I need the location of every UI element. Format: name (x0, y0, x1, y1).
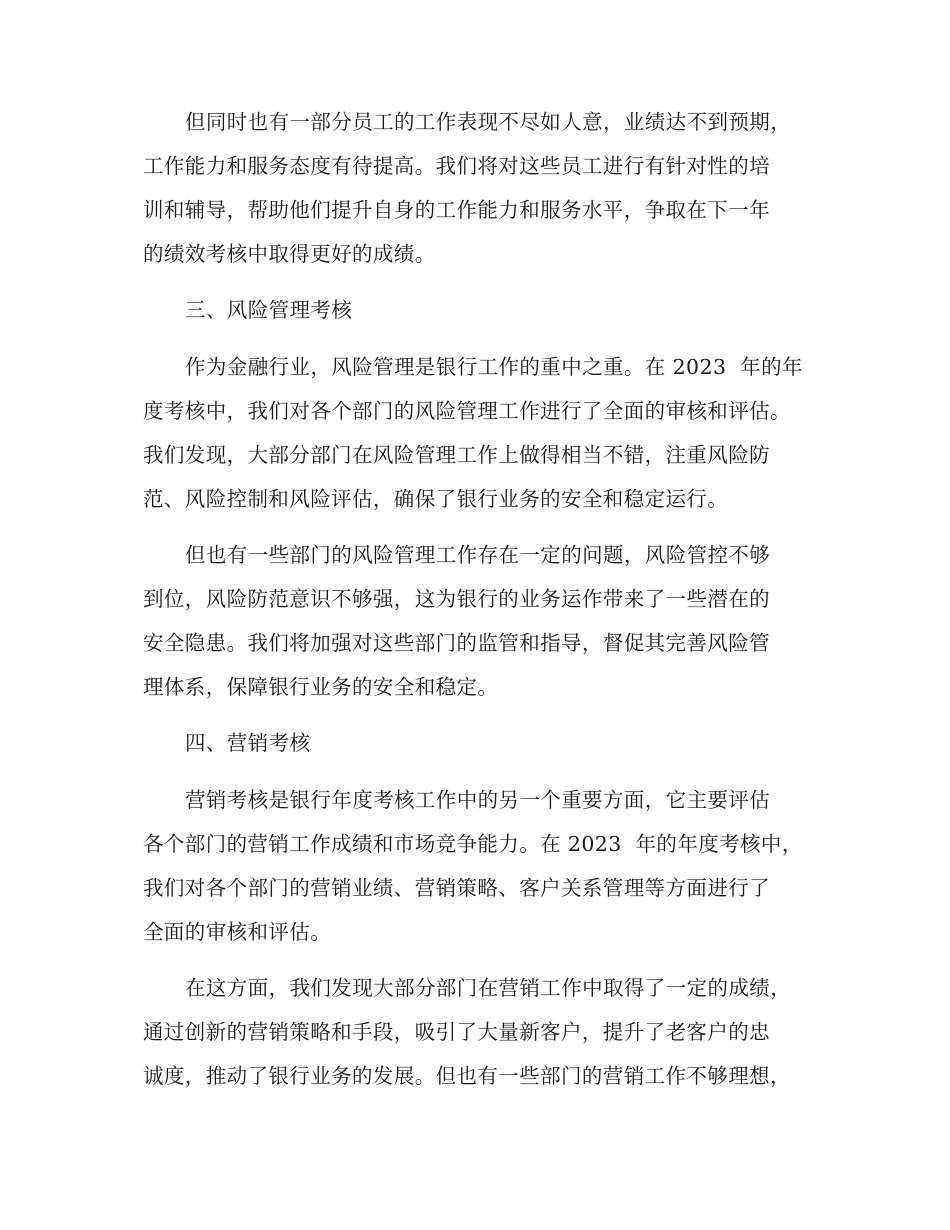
paragraph-5-line-2: 通过创新的营销策略和手段，吸引了大量新客户，提升了老客户的忠 (143, 1020, 770, 1044)
paragraph-3-line-2: 到位，风险防范意识不够强，这为银行的业务运作带来了一些潜在的 (143, 587, 770, 611)
paragraph-4-line-1: 营销考核是银行年度考核工作中的另一个重要方面，它主要评估 (185, 788, 771, 812)
paragraph-5-line-1: 在这方面，我们发现大部分部门在营销工作中取得了一定的成绩， (185, 976, 792, 1000)
paragraph-2-line-2: 度考核中，我们对各个部门的风险管理工作进行了全面的审核和评估。 (143, 399, 791, 423)
paragraph-4-line-3: 我们对各个部门的营销业绩、营销策略、客户关系管理等方面进行了 (143, 876, 770, 900)
paragraph-4-line-2: 各个部门的营销工作成绩和市场竞争能力。在 2023 年的年度考核中， (143, 832, 803, 856)
paragraph-2-line-1: 作为金融行业，风险管理是银行工作的重中之重。在 2023 年的年 (185, 355, 803, 379)
section-heading-marketing: 四、营销考核 (185, 731, 311, 755)
section-heading-risk-management: 三、风险管理考核 (185, 298, 353, 322)
paragraph-1-line-4: 的绩效考核中取得更好的成绩。 (143, 242, 436, 266)
paragraph-1-line-2: 工作能力和服务态度有待提高。我们将对这些员工进行有针对性的培 (143, 154, 770, 178)
paragraph-5-line-3: 诚度，推动了银行业务的发展。但也有一些部门的营销工作不够理想， (143, 1064, 791, 1088)
paragraph-3-line-1: 但也有一些部门的风险管理工作存在一定的问题，风险管控不够 (185, 543, 771, 567)
paragraph-1-line-1: 但同时也有一部分员工的工作表现不尽如人意，业绩达不到预期， (185, 110, 792, 134)
paragraph-3-line-4: 理体系，保障银行业务的安全和稳定。 (143, 675, 499, 699)
paragraph-2-line-4: 范、风险控制和风险评估，确保了银行业务的安全和稳定运行。 (143, 487, 729, 511)
paragraph-4-line-4: 全面的审核和评估。 (143, 920, 332, 944)
paragraph-1-line-3: 训和辅导，帮助他们提升自身的工作能力和服务水平，争取在下一年 (143, 198, 770, 222)
paragraph-2-line-3: 我们发现，大部分部门在风险管理工作上做得相当不错，注重风险防 (143, 443, 770, 467)
paragraph-3-line-3: 安全隐患。我们将加强对这些部门的监管和指导，督促其完善风险管 (143, 631, 770, 655)
